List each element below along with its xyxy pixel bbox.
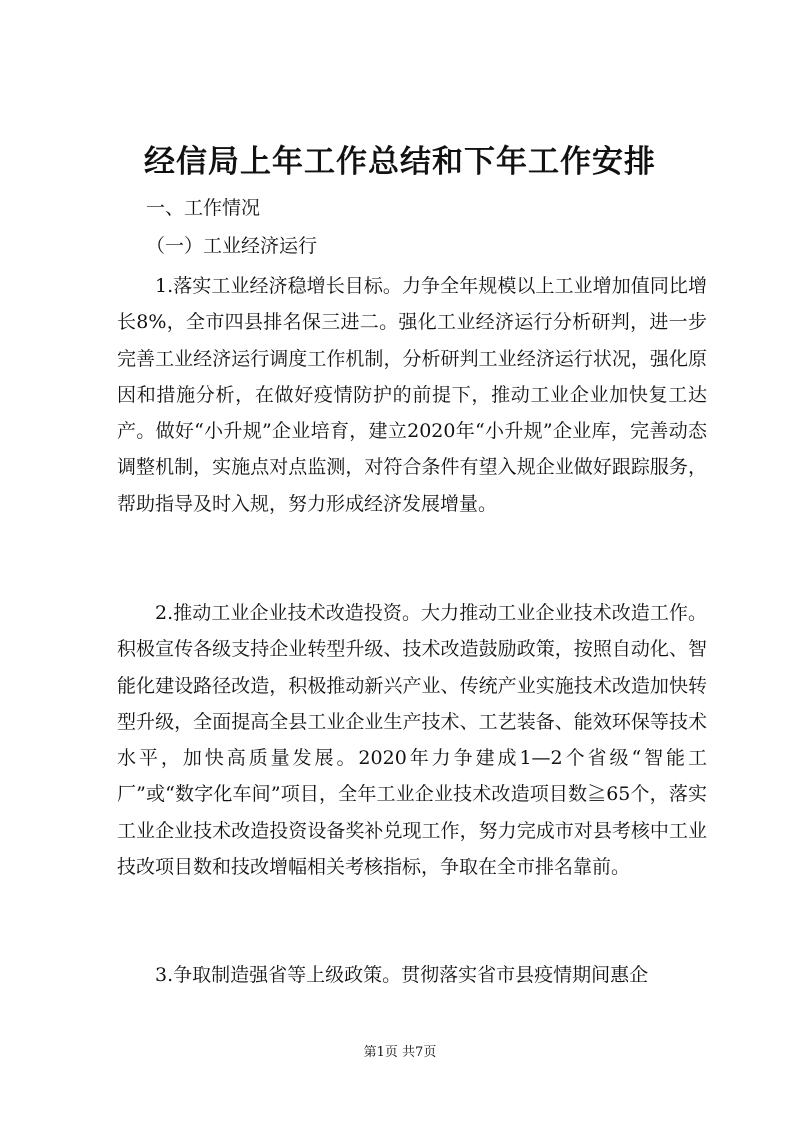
- paragraph-2: 2.推动工业企业技术改造投资。大力推动工业企业技术改造工作。积极宣传各级支持企业转型升级、技术改造鼓励政策，按照自动化、智能化建设路径改造，积极推动新兴产业、传统产业实施技术改造加快转型升级，全面提高全县工业企业生产技术、工艺装备、能效环保等技术水平，加快高质量发展。2020年力争建成1—2个省级“智能工厂”或“数字化车间”项目，全年工业企业技术改造项目数≧65个，落实工业企业技术改造投资设备奖补兑现工作，努力完成市对县考核中工业技改项目数和技改增幅相关考核指标，争取在全市排名靠前。: [117, 602, 707, 879]
- paragraph-1: 1.落实工业经济稳增长目标。力争全年规模以上工业增加值同比增长8%，全市四县排名保三进二。强化工业经济运行分析研判，进一步完善工业经济运行调度工作机制，分析研判工业经济运行状况，强化原因和措施分析，在做好疫情防护的前提下，推动工业企业加快复工达产。做好“小升规”企业培育，建立2020年“小升规”企业库，完善动态调整机制，实施点对点监测，对符合条件有望入规企业做好跟踪服务，帮助指导及时入规，努力形成经济发展增量。: [117, 275, 707, 515]
- paragraph-3: 3.争取制造强省等上级政策。贯彻落实省市县疫情期间惠企: [155, 964, 649, 986]
- page-number-footer: 第1页 共7页: [363, 1045, 437, 1060]
- section-heading: 一、工作情况: [146, 197, 261, 219]
- subsection-heading: （一）工业经济运行: [146, 235, 318, 257]
- document-title: 经信局上年工作总结和下年工作安排: [144, 144, 656, 180]
